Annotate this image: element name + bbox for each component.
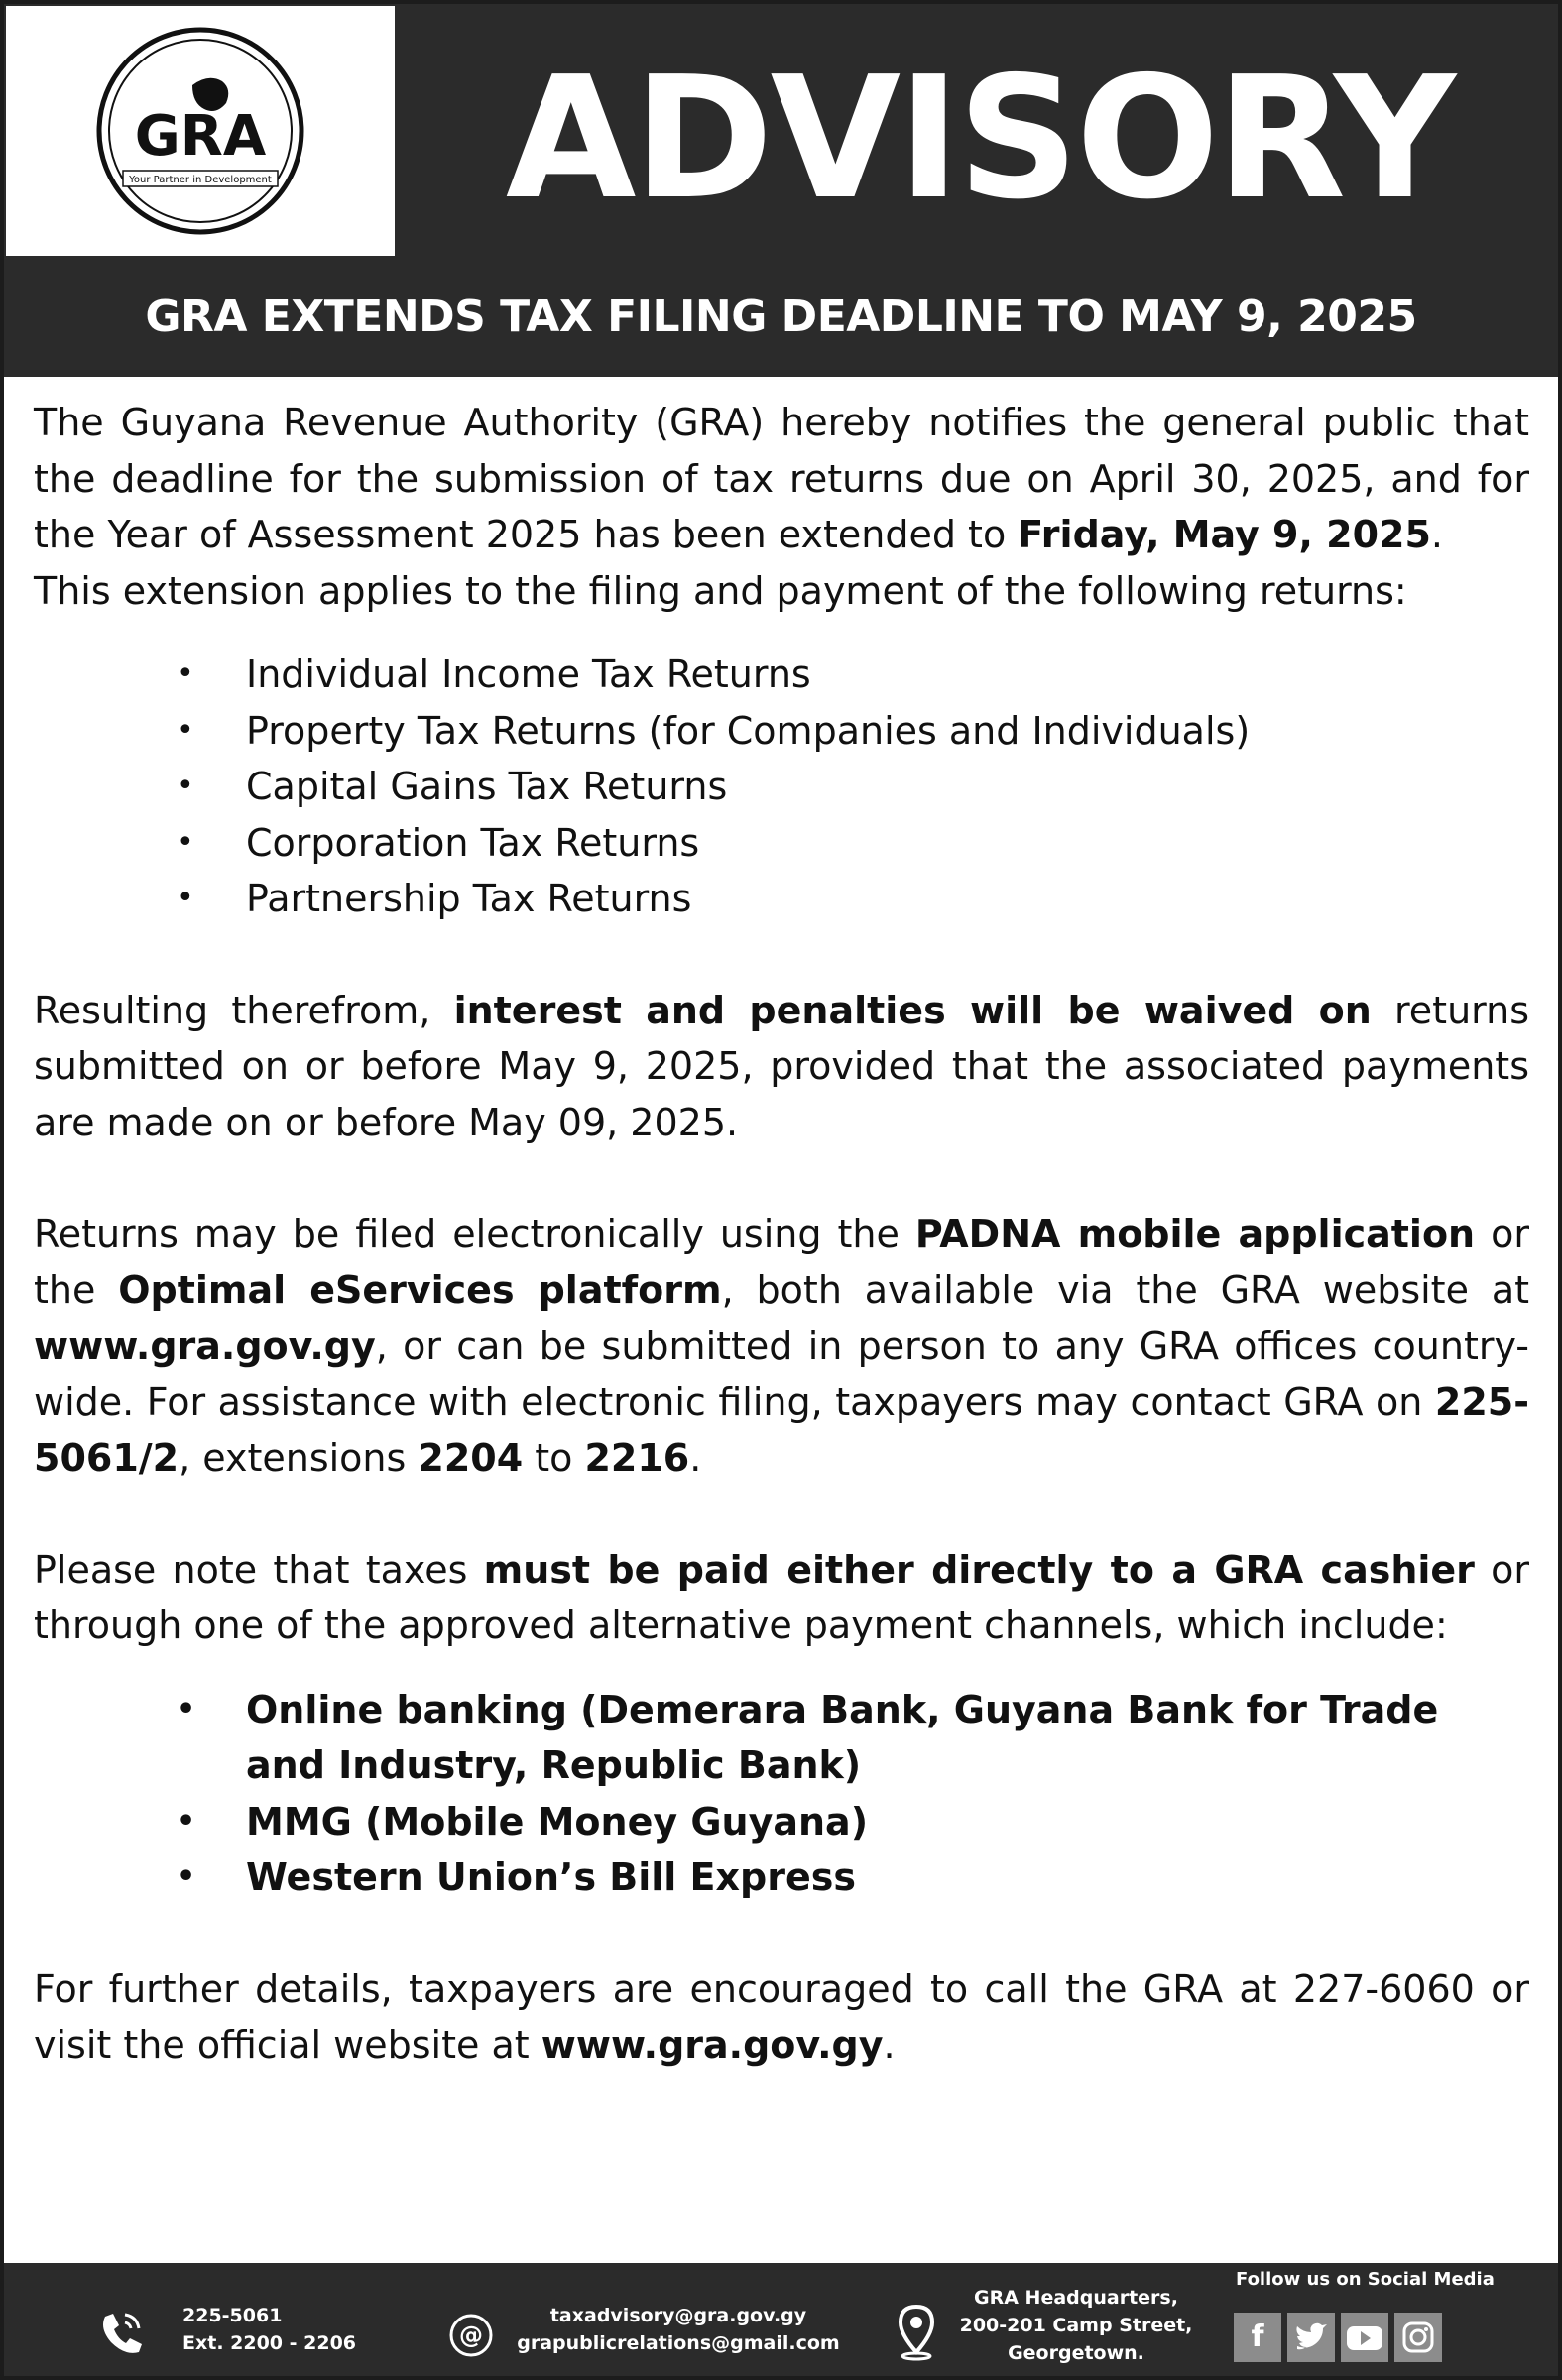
- address-line-1: GRA Headquarters,: [974, 2287, 1178, 2309]
- logo-tagline: Your Partner in Development: [129, 175, 272, 185]
- advisory-headline: GRA EXTENDS TAX FILING DEADLINE TO MAY 9, 2025: [145, 292, 1417, 342]
- email-public-relations[interactable]: grapublicrelations@gmail.com: [517, 2332, 840, 2354]
- list-item: • Corporation Tax Returns: [177, 820, 700, 865]
- address-line-2: 200-201 Camp Street,: [959, 2315, 1193, 2336]
- list-item: • Individual Income Tax Returns: [177, 653, 811, 696]
- list-item: • Online banking (Demerara Bank, Guyana Bank for Trade and Industry, Republic Bank): [177, 1687, 1439, 1787]
- contact-paragraph: For further details, taxpayers are encouraged to call the GRA at 227-6060 or visit the official website at www.gra.gov.gy.: [34, 1966, 1529, 2067]
- page-title: ADVISORY: [505, 41, 1454, 237]
- list-item: • MMG (Mobile Money Guyana): [177, 1799, 869, 1844]
- social-media-heading: Follow us on Social Media: [1236, 2269, 1495, 2290]
- facebook-icon[interactable]: f: [1234, 2313, 1281, 2362]
- svg-text:@: @: [459, 2321, 483, 2349]
- payment-paragraph: Please note that taxes must be paid either directly to a GRA cashier or through one of the approved alternative payment channels, which include:: [34, 1547, 1530, 1647]
- deadline-date: Friday, May 9, 2025: [1018, 513, 1431, 556]
- phone-number: 225-5061: [182, 2305, 283, 2326]
- address-line-3: Georgetown.: [1008, 2342, 1144, 2364]
- list-item: • Property Tax Returns (for Companies and Individuals): [177, 708, 1251, 753]
- email-tax-advisory[interactable]: taxadvisory@gra.gov.gy: [549, 2305, 807, 2326]
- list-item: • Partnership Tax Returns: [177, 877, 692, 920]
- intro-paragraph: The Guyana Revenue Authority (GRA) hereby notifies the general public that the deadline for the submission of tax returns due on April 30, 2025, and for the Year of Assessment 2025 has been extended to Friday, May 9, 2025. This extension applies to the filing and payment of the following returns:: [34, 401, 1529, 613]
- logo-text: GRA: [134, 104, 267, 169]
- list-item: • Western Union’s Bill Express: [177, 1855, 856, 1899]
- list-item: • Capital Gains Tax Returns: [177, 765, 728, 808]
- website-link[interactable]: www.gra.gov.gy: [34, 1324, 376, 1368]
- filing-methods-paragraph: Returns may be filed electronically using the PADNA mobile application or the Optimal eServices platform, both available via the GRA website at www.gra.gov.gy, or can be submitted in person to any GRA offices country-wide. For assistance with electronic filing, taxpayers may contact GRA on 225-5061/2, extensions 2204 to 2216.: [34, 1212, 1530, 1480]
- phone-extension: Ext. 2200 - 2206: [182, 2332, 357, 2354]
- website-link[interactable]: www.gra.gov.gy: [541, 2023, 884, 2067]
- waiver-paragraph: Resulting therefrom, interest and penalties will be waived on returns submitted on or before May 9, 2025, provided that the associated payments are made on or before May 09, 2025.: [34, 988, 1529, 1144]
